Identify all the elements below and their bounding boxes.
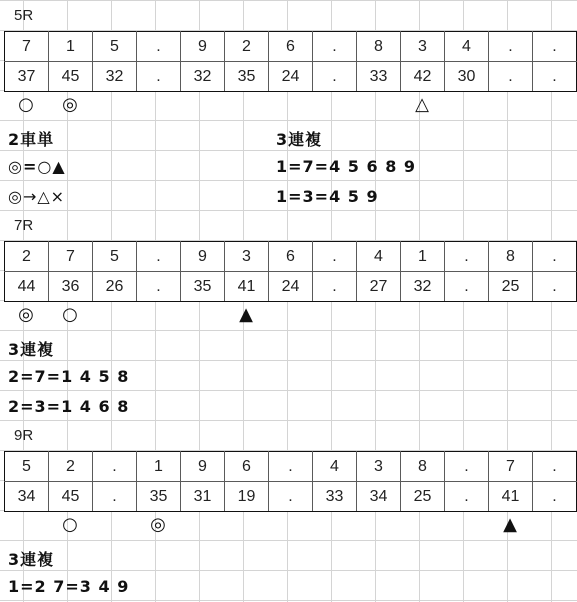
car-number-cell: 8	[357, 32, 401, 62]
trio-line1-9r: 1=2 7=3 4 9	[8, 577, 130, 596]
odds-cell: 32	[401, 272, 445, 302]
trio-title-5r: 3連複	[276, 130, 323, 149]
car-number-cell: .	[313, 32, 357, 62]
odds-cell: 33	[357, 62, 401, 92]
odds-cell: 19	[225, 482, 269, 512]
odds-cell: 30	[445, 62, 489, 92]
car-number-cell: 4	[357, 242, 401, 272]
odds-cell: 26	[93, 272, 137, 302]
car-number-cell: .	[269, 452, 313, 482]
prediction-mark: △	[415, 94, 429, 115]
odds-cell: .	[313, 62, 357, 92]
trio-line2-7r: 2=3=1 4 6 8	[8, 397, 130, 416]
odds-cell: .	[533, 62, 577, 92]
car-number-cell: 3	[225, 242, 269, 272]
odds-cell: 32	[181, 62, 225, 92]
car-number-cell: 9	[181, 32, 225, 62]
odds-cell: .	[533, 272, 577, 302]
odds-row	[5, 62, 577, 92]
prediction-mark: ○	[62, 514, 78, 535]
car-number-cell: 2	[5, 242, 49, 272]
car-number-cell: 7	[49, 242, 93, 272]
car-number-cell: 5	[93, 242, 137, 272]
odds-cell: .	[313, 272, 357, 302]
car-number-cell: 1	[137, 452, 181, 482]
odds-cell: 25	[489, 272, 533, 302]
prediction-mark: ○	[62, 304, 78, 325]
number-row	[5, 452, 577, 482]
odds-cell: 25	[401, 482, 445, 512]
car-number-cell: 2	[49, 452, 93, 482]
race-title-9r: 9R	[14, 427, 34, 444]
odds-cell: .	[137, 272, 181, 302]
car-number-cell: 7	[5, 32, 49, 62]
trio-line1-7r: 2=7=1 4 5 8	[8, 367, 130, 386]
car-number-cell: 4	[313, 452, 357, 482]
odds-cell: 34	[5, 482, 49, 512]
odds-cell: .	[93, 482, 137, 512]
car-number-cell: 1	[401, 242, 445, 272]
odds-cell: .	[533, 482, 577, 512]
car-number-cell: .	[489, 32, 533, 62]
car-number-cell: 9	[181, 242, 225, 272]
odds-cell: 35	[181, 272, 225, 302]
number-row	[5, 242, 577, 272]
trio-line1-5r: 1=7=4 5 6 8 9	[276, 157, 417, 176]
odds-cell: .	[269, 482, 313, 512]
odds-cell: 37	[5, 62, 49, 92]
car-number-cell: .	[445, 242, 489, 272]
odds-cell: 35	[225, 62, 269, 92]
car-number-cell: .	[445, 452, 489, 482]
prediction-mark: ▲	[503, 514, 517, 535]
odds-cell: .	[445, 272, 489, 302]
odds-cell: 32	[93, 62, 137, 92]
marks-row-7r	[4, 304, 576, 330]
car-number-cell: 6	[269, 242, 313, 272]
odds-cell: .	[489, 62, 533, 92]
race-title-7r: 7R	[14, 217, 34, 234]
race-table-9r	[4, 451, 577, 512]
odds-row	[5, 272, 577, 302]
trio-title-9r: 3連複	[8, 550, 55, 569]
exacta-line2-5r: ◎→△×	[8, 187, 66, 206]
car-number-cell: 8	[489, 242, 533, 272]
odds-cell: 35	[137, 482, 181, 512]
odds-row	[5, 482, 577, 512]
car-number-cell: 4	[445, 32, 489, 62]
odds-cell: 27	[357, 272, 401, 302]
prediction-mark: ◎	[150, 514, 166, 535]
odds-cell: 36	[49, 272, 93, 302]
number-row	[5, 32, 577, 62]
prediction-mark: ▲	[239, 304, 253, 325]
car-number-cell: .	[533, 32, 577, 62]
prediction-mark: ◎	[62, 94, 78, 115]
odds-cell: 45	[49, 62, 93, 92]
odds-cell: 41	[225, 272, 269, 302]
odds-cell: 41	[489, 482, 533, 512]
car-number-cell: 8	[401, 452, 445, 482]
car-number-cell: 6	[225, 452, 269, 482]
car-number-cell: 1	[49, 32, 93, 62]
odds-cell: 45	[49, 482, 93, 512]
car-number-cell: 6	[269, 32, 313, 62]
odds-cell: .	[445, 482, 489, 512]
trio-line2-5r: 1=3=4 5 9	[276, 187, 379, 206]
odds-cell: .	[137, 62, 181, 92]
race-title-5r: 5R	[14, 7, 34, 24]
car-number-cell: .	[313, 242, 357, 272]
marks-row-5r	[4, 94, 576, 120]
car-number-cell: .	[137, 32, 181, 62]
car-number-cell: 5	[93, 32, 137, 62]
car-number-cell: 2	[225, 32, 269, 62]
odds-cell: 24	[269, 272, 313, 302]
car-number-cell: 3	[401, 32, 445, 62]
odds-cell: 33	[313, 482, 357, 512]
prediction-mark: ◎	[18, 304, 34, 325]
odds-cell: 44	[5, 272, 49, 302]
odds-cell: 31	[181, 482, 225, 512]
car-number-cell: 5	[5, 452, 49, 482]
car-number-cell: 7	[489, 452, 533, 482]
race-table-7r	[4, 241, 577, 302]
odds-cell: 34	[357, 482, 401, 512]
car-number-cell: 3	[357, 452, 401, 482]
car-number-cell: .	[533, 452, 577, 482]
car-number-cell: .	[533, 242, 577, 272]
odds-cell: 42	[401, 62, 445, 92]
car-number-cell: .	[93, 452, 137, 482]
exacta-line1-5r: ◎=○▲	[8, 157, 66, 176]
race-table-5r	[4, 31, 577, 92]
prediction-mark: ○	[18, 94, 34, 115]
trio-title-7r: 3連複	[8, 340, 55, 359]
marks-row-9r	[4, 514, 576, 540]
exacta-title-5r: 2車単	[8, 130, 55, 149]
car-number-cell: 9	[181, 452, 225, 482]
odds-cell: 24	[269, 62, 313, 92]
car-number-cell: .	[137, 242, 181, 272]
